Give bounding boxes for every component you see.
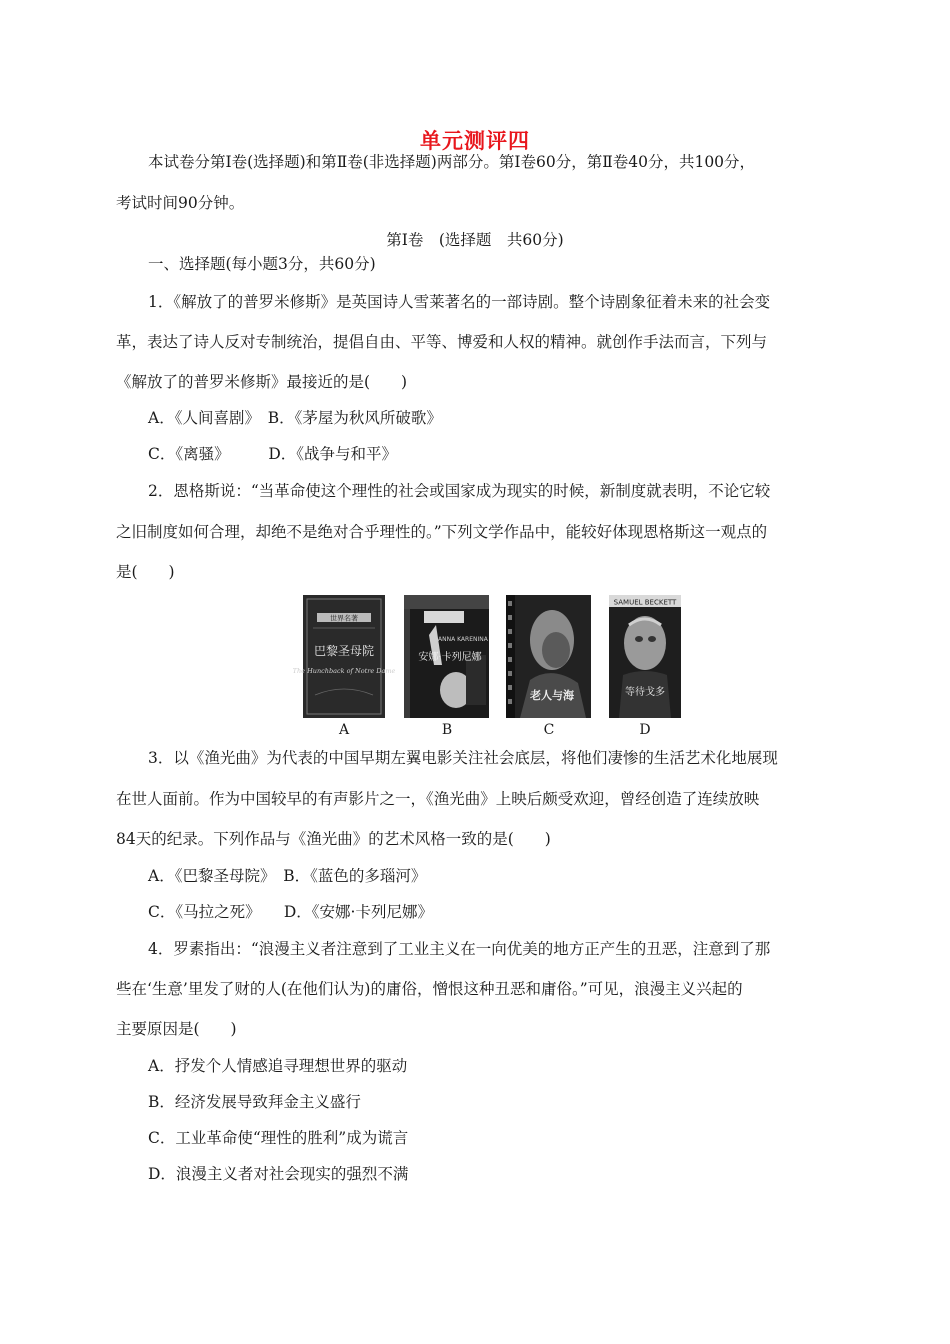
q4-stem-line-2: 些在‘生意’里发了财的人(在他们认为)的庸俗，憎恨这种丑恶和庸俗。”可见，浪漫主义兴起的 <box>116 980 743 998</box>
cover-b-subtitle: ANNA KARENINA <box>438 636 488 643</box>
q1-options-cd: C．《离骚》 D．《战争与和平》 <box>148 445 398 463</box>
cover-d-label: D <box>639 722 651 738</box>
q4-stem-line-1: 4．罗素指出：“浪漫主义者注意到了工业主义在一向优美的地方正产生的丑恶，注意到了那 <box>148 940 771 958</box>
q4-stem-line-3: 主要原因是( ) <box>116 1020 237 1038</box>
section-heading: 第Ⅰ卷 (选择题 共60分) <box>386 231 564 249</box>
q4-option-c: C．工业革命使“理性的胜利”成为谎言 <box>148 1129 409 1147</box>
cover-c-label: C <box>543 722 555 738</box>
q3-stem-line-2: 在世人面前。作为中国较早的有声影片之一，《渔光曲》上映后颇受欢迎，曾经创造了连续放映 <box>116 790 760 808</box>
cover-a-subtitle: The Hunchback of Notre Dame <box>292 667 396 675</box>
cover-d-top-text: SAMUEL BECKETT <box>613 598 677 607</box>
q1-stem-line-1: 1．《解放了的普罗米修斯》是英国诗人雪莱著名的一部诗剧。整个诗剧象征着未来的社会变 <box>148 293 771 311</box>
part-heading: 一、选择题(每小题3分，共60分) <box>148 255 376 273</box>
q3-options-cd: C．《马拉之死》 D．《安娜·卡列尼娜》 <box>148 903 433 921</box>
book-cover-options <box>292 595 683 740</box>
intro-line-2: 考试时间90分钟。 <box>116 194 245 212</box>
cover-c-title: 老人与海 <box>530 689 574 702</box>
cover-b-label: B <box>441 722 453 738</box>
intro-line-1: 本试卷分第Ⅰ卷(选择题)和第Ⅱ卷(非选择题)两部分。第Ⅰ卷60分，第Ⅱ卷40分，共100分， <box>148 153 756 171</box>
cover-a-image <box>292 595 396 718</box>
cover-c-image <box>506 595 591 718</box>
cover-a-top-text: 世界名著 <box>330 614 358 623</box>
cover-d-image <box>609 595 681 718</box>
q3-stem-line-3: 84天的纪录。下列作品与《渔光曲》的艺术风格一致的是( ) <box>116 830 551 848</box>
q4-option-a: A．抒发个人情感追寻理想世界的驱动 <box>148 1057 408 1075</box>
q3-options-ab: A．《巴黎圣母院》 B．《蓝色的多瑙河》 <box>148 867 427 885</box>
q1-stem-line-2: 革，表达了诗人反对专制统治，提倡自由、平等、博爱和人权的精神。就创作手法而言，下列与 <box>116 333 768 351</box>
cover-a-label: A <box>338 722 350 738</box>
q4-option-d: D．浪漫主义者对社会现实的强烈不满 <box>148 1165 409 1183</box>
cover-a-title: 巴黎圣母院 <box>313 644 375 658</box>
q2-stem-line-1: 2．恩格斯说：“当革命使这个理性的社会或国家成为现实的时候，新制度就表明，不论它较 <box>148 482 771 500</box>
cover-b-image <box>404 595 489 718</box>
q4-option-b: B．经济发展导致拜金主义盛行 <box>148 1093 361 1111</box>
q3-stem-line-1: 3．以《渔光曲》为代表的中国早期左翼电影关注社会底层，将他们凄惨的生活艺术化地展现 <box>148 749 778 767</box>
cover-d-title: 等待戈多 <box>625 687 665 698</box>
q2-stem-line-3: 是( ) <box>116 563 175 581</box>
page-title: 单元测评四 <box>420 129 530 153</box>
q2-stem-line-2: 之旧制度如何合理，却绝不是绝对合乎理性的。”下列文学作品中，能较好体现恩格斯这一观点的 <box>116 523 768 541</box>
cover-b-title: 安娜·卡列尼娜 <box>418 652 482 663</box>
q1-options-ab: A．《人间喜剧》 B．《茅屋为秋风所破歌》 <box>148 409 442 427</box>
q1-stem-line-3: 《解放了的普罗米修斯》最接近的是( ) <box>116 373 408 391</box>
